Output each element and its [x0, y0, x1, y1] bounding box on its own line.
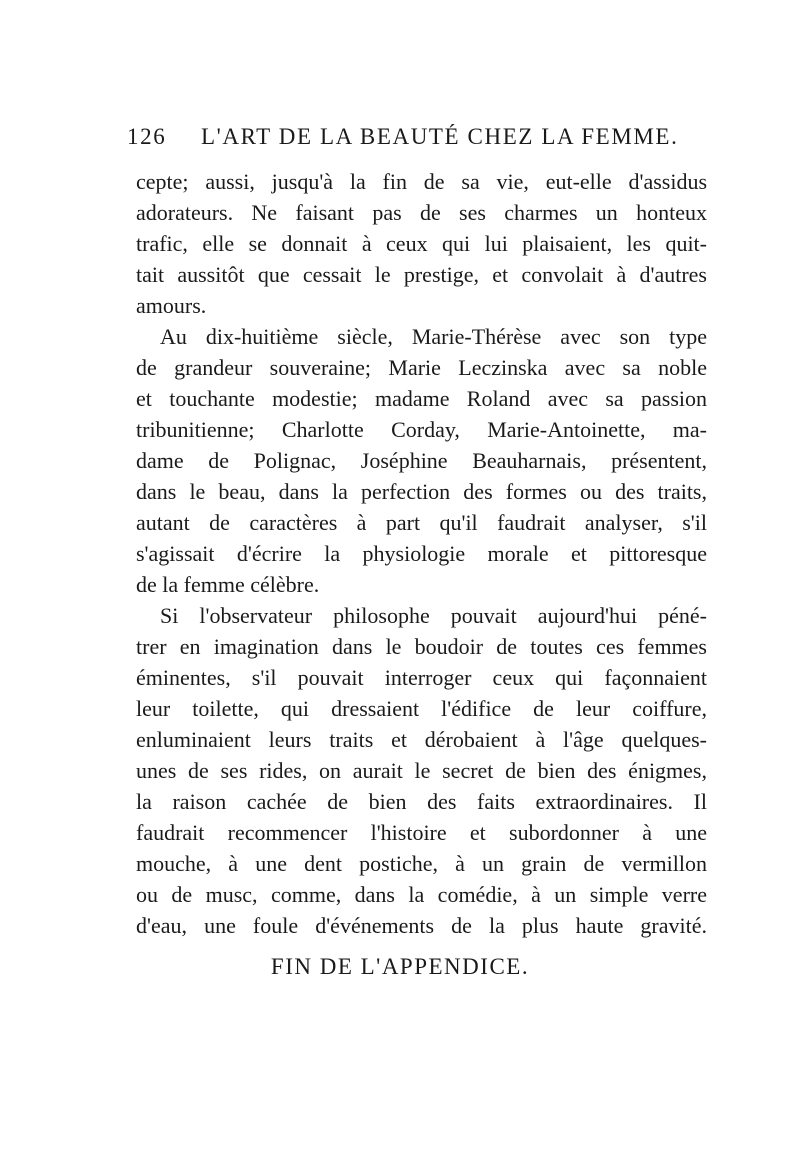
text-line: leur toilette, qui dressaient l'édifice de leur coiffure, [136, 696, 707, 721]
page-number: 126 [127, 124, 167, 149]
text-line: d'eau, une foule d'événements de la plus haute gravité. [136, 913, 707, 938]
text-line: adorateurs. Ne faisant pas de ses charmes un honteux [136, 200, 707, 225]
running-title: L'ART DE LA BEAUTÉ CHEZ LA FEMME. [201, 124, 679, 149]
paragraph-start-line: Au dix-huitième siècle, Marie-Thérèse avec son type [160, 324, 707, 349]
text-line: unes de ses rides, on aurait le secret de bien des énigmes, [136, 758, 707, 783]
text-line: tribunitienne; Charlotte Corday, Marie-Antoinette, ma- [136, 417, 707, 442]
text-line: de grandeur souveraine; Marie Leczinska avec sa noble [136, 355, 707, 380]
closing-heading: FIN DE L'APPENDICE. [270, 954, 530, 979]
text-line: mouche, à une dent postiche, à un grain de vermillon [136, 851, 707, 876]
running-head [127, 124, 707, 158]
text-line: de la femme célèbre. [136, 572, 320, 597]
text-line: ou de musc, comme, dans la comédie, à un simple verre [136, 882, 707, 907]
text-line: trer en imagination dans le boudoir de toutes ces femmes [136, 634, 707, 659]
text-line: trafic, elle se donnait à ceux qui lui plaisaient, les quit- [136, 231, 707, 256]
text-line: autant de caractères à part qu'il faudrait analyser, s'il [136, 510, 707, 535]
text-line: amours. [136, 293, 207, 318]
text-line: enluminaient leurs traits et dérobaient à l'âge quelques- [136, 727, 707, 752]
body-text [136, 166, 707, 941]
text-line: la raison cachée de bien des faits extraordinaires. Il [136, 789, 707, 814]
text-line: éminentes, s'il pouvait interroger ceux qui façonnaient [136, 665, 707, 690]
paragraph-start-line: Si l'observateur philosophe pouvait aujourd'hui péné- [160, 603, 707, 628]
text-line: faudrait recommencer l'histoire et subordonner à une [136, 820, 707, 845]
text-line: dans le beau, dans la perfection des formes ou des traits, [136, 479, 707, 504]
text-line: tait aussitôt que cessait le prestige, et convolait à d'autres [136, 262, 707, 287]
text-line: et touchante modestie; madame Roland avec sa passion [136, 386, 707, 411]
text-line: s'agissait d'écrire la physiologie morale et pittoresque [136, 541, 707, 566]
text-line: cepte; aussi, jusqu'à la fin de sa vie, eut-elle d'assidus [136, 169, 707, 194]
text-line: dame de Polignac, Joséphine Beauharnais, présentent, [136, 448, 707, 473]
